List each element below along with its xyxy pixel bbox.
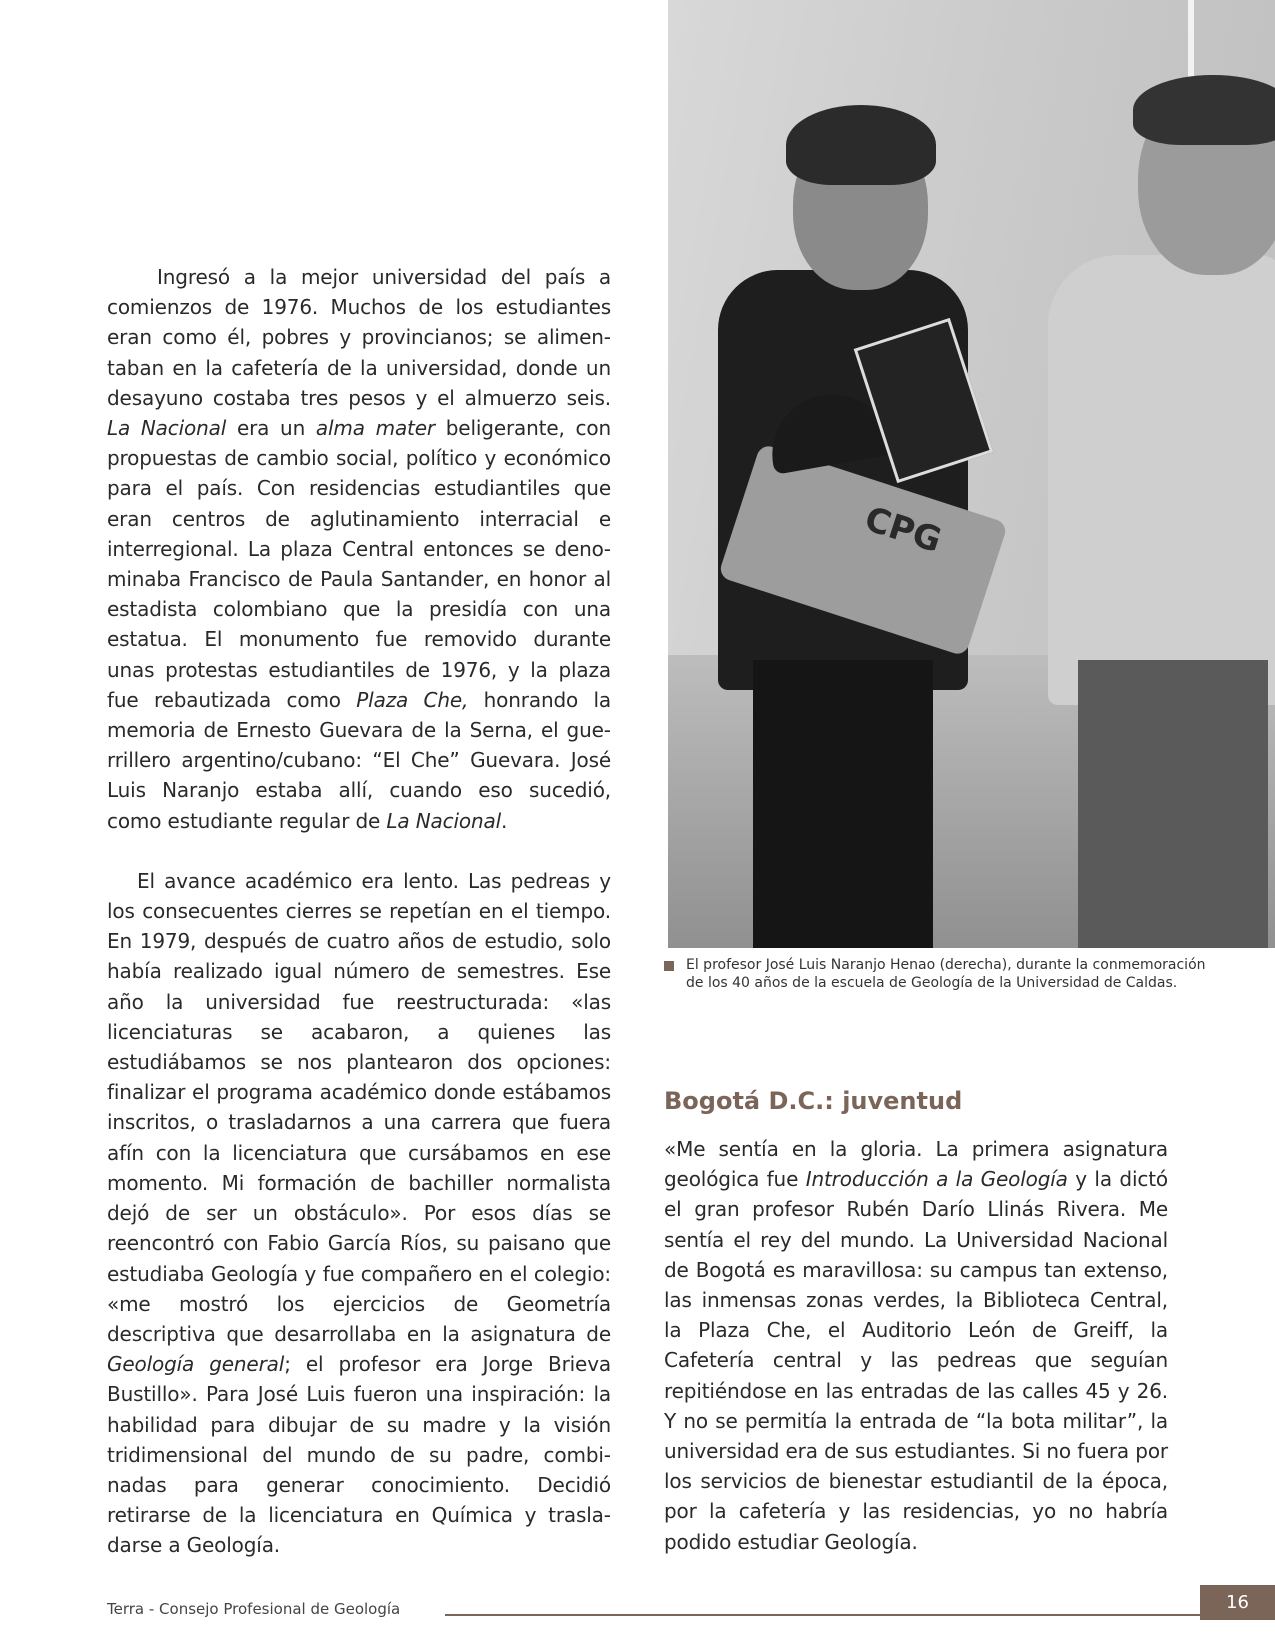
student-hair bbox=[786, 105, 936, 185]
text-run: . bbox=[501, 808, 508, 833]
text-run: El avance académico era lento. Las pedreas y los consecuentes cierres se repetían en el tiempo. En 1979, después de cuatro años de estudio, solo había realizado igual número de semestres. Ese año la universidad fue reestructurada: «las licenciaturas se acabaron, a quienes las estudiábamos se nos plantearon dos opciones: finalizar el programa académico donde estábamos inscritos, o trasladarnos a una carrera que fuera afín con la licenciatura que cursábamos en ese momento. Mi formación de bachiller normalista dejó de ser un obstáculo». Por esos días se reencontró con Fabio García Ríos, su paisano que estudiaba Geología y fue compañero en el colegio: «me mostró los ejercicios de Geometría descriptiva que desarrollaba en la asignatura de bbox=[107, 868, 611, 1346]
professor-legs bbox=[1078, 660, 1268, 948]
right-column bbox=[664, 1134, 1168, 1557]
text-run: «Me sentía en la gloria. La primera asignatura geológica fue bbox=[664, 1137, 1168, 1192]
bag-logo: CPG bbox=[859, 498, 947, 562]
professor-hair bbox=[1133, 75, 1275, 145]
professor-figure bbox=[1048, 255, 1275, 705]
italic-text: Geología general bbox=[107, 1352, 285, 1377]
caption-text bbox=[686, 957, 1224, 992]
page-number: 16 bbox=[1200, 1585, 1275, 1620]
italic-text: La Nacional bbox=[107, 416, 227, 441]
caption-bullet-icon bbox=[664, 961, 674, 971]
italic-text: Introducción a la Geología bbox=[805, 1167, 1068, 1192]
footer-publication: Terra - Consejo Profesional de Geología bbox=[107, 1600, 401, 1618]
left-column bbox=[107, 262, 611, 1561]
section-heading: Bogotá D.C.: juventud bbox=[664, 1087, 963, 1115]
text-run: ; el profesor era Jorge Brieva Bustillo». Para José Luis fueron una inspiración: la habilidad para dibujar de su madre y la visión tridimensional del mundo de su padre, combinadas para generar conocimiento. Decidió retirarse de la licenciatura en Química y trasladarse a Geología. bbox=[107, 1352, 611, 1558]
photo-two-men bbox=[668, 0, 1275, 948]
italic-text: Plaza Che, bbox=[356, 687, 469, 712]
italic-text: alma mater bbox=[315, 416, 435, 441]
text-run: honrando la memoria de Ernesto Guevara de la Serna, el guerrillero argentino/cubano: “El Che” Guevara. José Luis Naranjo estaba allí, cuando eso sucedió, como estudiante regular de bbox=[107, 687, 611, 833]
right-paragraph-1 bbox=[664, 1134, 1168, 1557]
italic-text: La Nacional bbox=[386, 808, 502, 833]
photo-caption bbox=[664, 957, 1224, 992]
student-legs bbox=[753, 660, 933, 948]
left-paragraph-1 bbox=[107, 262, 611, 836]
footer-rule bbox=[445, 1614, 1200, 1616]
text-run: Ingresó a la mejor universidad del país a comienzos de 1976. Muchos de los estudiantes eran como él, pobres y provincianos; se alimentaban en la cafetería de la universidad, donde un desayuno costaba tres pesos y el almuerzo seis. bbox=[107, 265, 611, 410]
caption-line-1: El profesor José Luis Naranjo Henao (derecha), durante la conmemoración bbox=[686, 957, 1206, 973]
text-run: era un bbox=[226, 416, 316, 441]
left-paragraph-2 bbox=[107, 866, 611, 1561]
text-run: y la dictó el gran profesor Rubén Darío Llinás Rivera. Me sentía el rey del mundo. La Universidad Nacional de Bogotá es maravillosa: su campus tan extenso, las inmensas zonas verdes, la Biblioteca Central, la Plaza Che, el Auditorio León de Greiff, la Cafetería central y las pedreas que seguían repitiéndose en las entradas de las calles 45 y 26. Y no se permitía la entrada de “la bota militar”, la universidad era de sus estudiantes. Si no fuera por los servicios de bienestar estudiantil de la época, por la cafetería y las residencias, yo no habría podido estudiar Geología. bbox=[664, 1167, 1168, 1554]
text-run: beligerante, con propuestas de cambio social, político y económico para el país. Con residencias estudiantiles que eran centros de aglutinamiento interracial e interregional. La plaza Central entonces se denominaba Francisco de Paula Santander, en honor al estadista colombiano que la presidía con una estatua. El monumento fue removido durante unas protestas estudiantiles de 1976, y la plaza fue rebautizada como bbox=[107, 416, 611, 712]
caption-line-2: de los 40 años de la escuela de Geología de la Universidad de Caldas. bbox=[686, 974, 1178, 991]
